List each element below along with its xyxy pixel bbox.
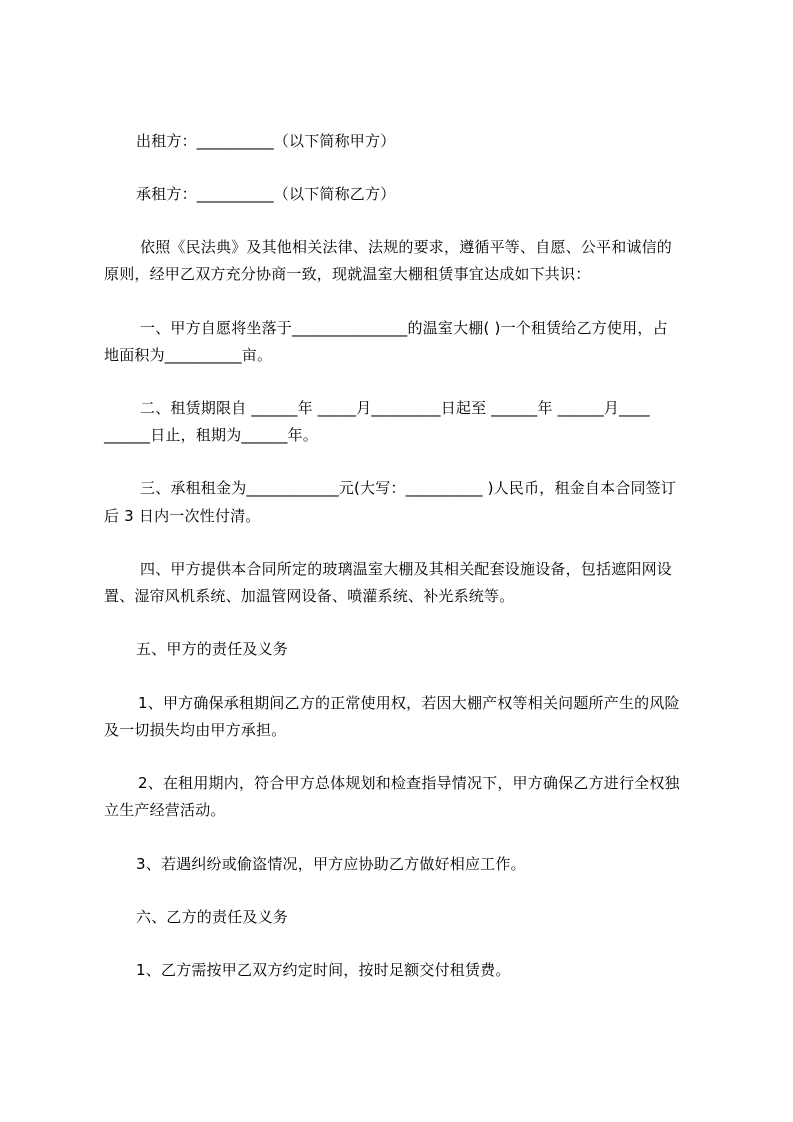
clause-2-line-1: 二、租赁期限自 ______年 _____月_________日起至 ______年 ______月____ <box>140 399 650 417</box>
clause-4-line-2: 置、湿帘风机系统、加温管网设备、喷灌系统、补光系统等。 <box>104 587 515 605</box>
clause-3-line-1: 三、承租租金为____________元(大写：__________ )人民币，租金自本合同签订 <box>140 479 677 497</box>
lessee-line: 承租方：__________（以下简称乙方） <box>136 185 396 203</box>
clause-6-item-1: 1、乙方需按甲乙双方约定时间，按时足额交付租赁费。 <box>136 961 511 979</box>
clause-5-item-1-line-1: 1、甲方确保承租期间乙方的正常使用权，若因大棚产权等相关问题所产生的风险 <box>138 694 680 712</box>
lessor-line: 出租方：__________（以下简称甲方） <box>136 132 396 150</box>
clause-6-heading: 六、乙方的责任及义务 <box>136 908 289 926</box>
preamble-line-2: 原则，经甲乙双方充分协商一致，现就温室大棚租赁事宜达成如下共识： <box>104 265 591 283</box>
clause-1-line-1: 一、甲方自愿将坐落于_______________的温室大棚( )一个租赁给乙方使用，占 <box>140 319 668 337</box>
clause-3-line-2: 后 3 日内一次性付清。 <box>104 507 261 525</box>
clause-5-heading: 五、甲方的责任及义务 <box>136 640 289 658</box>
clause-2-line-2: ______日止，租期为______年。 <box>104 426 319 444</box>
clause-4-line-1: 四、甲方提供本合同所定的玻璃温室大棚及其相关配套设施设备，包括遮阳网设 <box>140 560 673 578</box>
clause-5-item-2-line-2: 立生产经营活动。 <box>104 801 226 819</box>
clause-5-item-2-line-1: 2、在租用期内，符合甲方总体规划和检查指导情况下，甲方确保乙方进行全权独 <box>138 774 680 792</box>
clause-5-item-3: 3、若遇纠纷或偷盗情况，甲方应协助乙方做好相应工作。 <box>136 855 526 873</box>
clause-1-line-2: 地面积为__________亩。 <box>104 346 273 364</box>
preamble-line-1: 依照《民法典》及其他相关法律、法规的要求，遵循平等、自愿、公平和诚信的 <box>140 238 673 256</box>
clause-5-item-1-line-2: 及一切损失均由甲方承担。 <box>104 721 287 739</box>
